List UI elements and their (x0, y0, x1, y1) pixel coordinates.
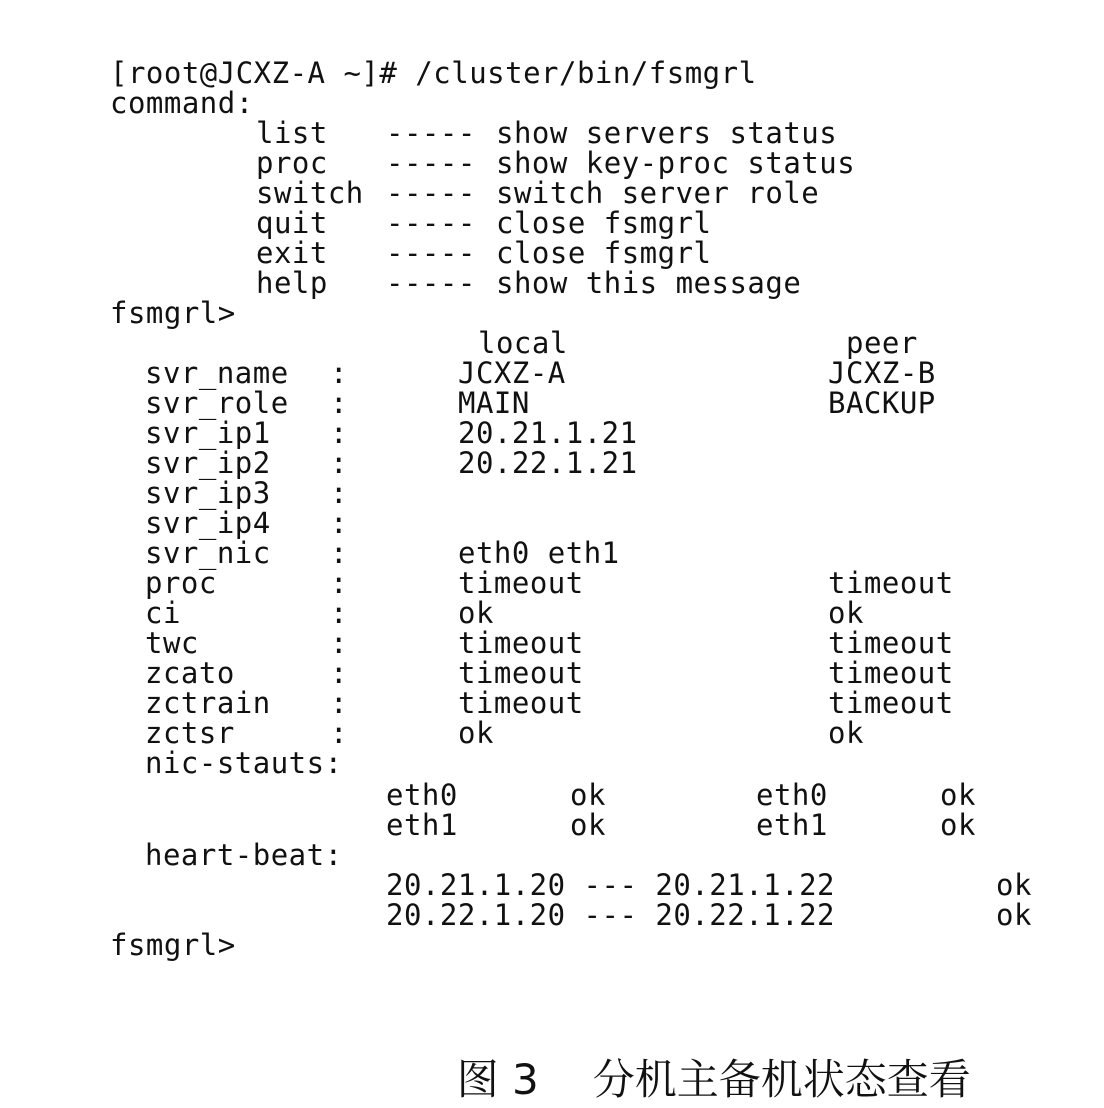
command-description: show key-proc status (496, 146, 856, 180)
column-header-peer: peer (846, 326, 918, 360)
heartbeat-link: 20.22.1.20 --- 20.22.1.22 (386, 898, 835, 932)
command-separator: ----- (386, 236, 476, 270)
field-colon: : (330, 386, 348, 420)
nic-peer-name: eth0 (756, 778, 828, 812)
field-key: zctsr (145, 716, 235, 750)
nic-status-label: nic-stauts: (145, 746, 343, 780)
field-colon: : (330, 506, 348, 540)
field-peer-value: JCXZ-B (828, 356, 936, 390)
field-local-value: JCXZ-A (458, 356, 566, 390)
field-local-value: 20.22.1.21 (458, 446, 638, 480)
field-key: svr_role (145, 386, 289, 420)
field-peer-value: BACKUP (828, 386, 936, 420)
command-description: close fsmgrl (496, 206, 712, 240)
nic-peer-name: eth1 (756, 808, 828, 842)
figure-title: 分机主备机状态查看 (592, 1055, 971, 1104)
shell-prompt-command: [root@JCXZ-A ~]# /cluster/bin/fsmgrl (110, 56, 757, 90)
field-peer-value: timeout (828, 686, 954, 720)
command-description: show servers status (496, 116, 838, 150)
command-separator: ----- (386, 176, 476, 210)
field-colon: : (330, 566, 348, 600)
field-colon: : (330, 656, 348, 690)
command-description: close fsmgrl (496, 236, 712, 270)
field-local-value: timeout (458, 686, 584, 720)
field-local-value: timeout (458, 656, 584, 690)
field-key: twc (145, 626, 199, 660)
heartbeat-label: heart-beat: (145, 838, 343, 872)
field-peer-value: timeout (828, 626, 954, 660)
field-key: svr_ip2 (145, 446, 271, 480)
column-header-local: local (478, 326, 568, 360)
command-name: switch (256, 176, 364, 210)
field-colon: : (330, 446, 348, 480)
command-separator: ----- (386, 206, 476, 240)
field-key: svr_ip1 (145, 416, 271, 450)
field-local-value: timeout (458, 566, 584, 600)
field-local-value: ok (458, 716, 494, 750)
command-name: proc (256, 146, 328, 180)
heartbeat-link: 20.21.1.20 --- 20.21.1.22 (386, 868, 835, 902)
field-colon: : (330, 686, 348, 720)
command-header: command: (110, 86, 254, 120)
field-local-value: 20.21.1.21 (458, 416, 638, 450)
field-key: svr_nic (145, 536, 271, 570)
command-separator: ----- (386, 146, 476, 180)
field-key: zctrain (145, 686, 271, 720)
field-peer-value: ok (828, 716, 864, 750)
field-peer-value: ok (828, 596, 864, 630)
fsmgrl-prompt: fsmgrl> (110, 928, 236, 962)
field-colon: : (330, 536, 348, 570)
field-colon: : (330, 626, 348, 660)
field-local-value: MAIN (458, 386, 530, 420)
field-key: svr_name (145, 356, 289, 390)
nic-local-state: ok (570, 808, 606, 842)
fsmgrl-prompt: fsmgrl> (110, 296, 236, 330)
command-separator: ----- (386, 266, 476, 300)
nic-peer-state: ok (940, 808, 976, 842)
heartbeat-state: ok (996, 868, 1032, 902)
command-separator: ----- (386, 116, 476, 150)
command-name: quit (256, 206, 328, 240)
field-local-value: timeout (458, 626, 584, 660)
field-colon: : (330, 356, 348, 390)
command-name: list (256, 116, 328, 150)
nic-local-name: eth1 (386, 808, 458, 842)
field-key: svr_ip4 (145, 506, 271, 540)
field-colon: : (330, 716, 348, 750)
command-description: switch server role (496, 176, 820, 210)
command-name: exit (256, 236, 328, 270)
field-key: svr_ip3 (145, 476, 271, 510)
field-colon: : (330, 416, 348, 450)
nic-peer-state: ok (940, 778, 976, 812)
field-peer-value: timeout (828, 566, 954, 600)
field-local-value: ok (458, 596, 494, 630)
field-key: ci (145, 596, 181, 630)
field-key: zcato (145, 656, 235, 690)
command-name: help (256, 266, 328, 300)
field-colon: : (330, 476, 348, 510)
field-colon: : (330, 596, 348, 630)
figure-label: 图 3 (456, 1055, 539, 1104)
nic-local-name: eth0 (386, 778, 458, 812)
figure-caption (430, 996, 1070, 1104)
heartbeat-state: ok (996, 898, 1032, 932)
field-local-value: eth0 eth1 (458, 536, 620, 570)
nic-local-state: ok (570, 778, 606, 812)
command-description: show this message (496, 266, 802, 300)
field-peer-value: timeout (828, 656, 954, 690)
field-key: proc (145, 566, 217, 600)
